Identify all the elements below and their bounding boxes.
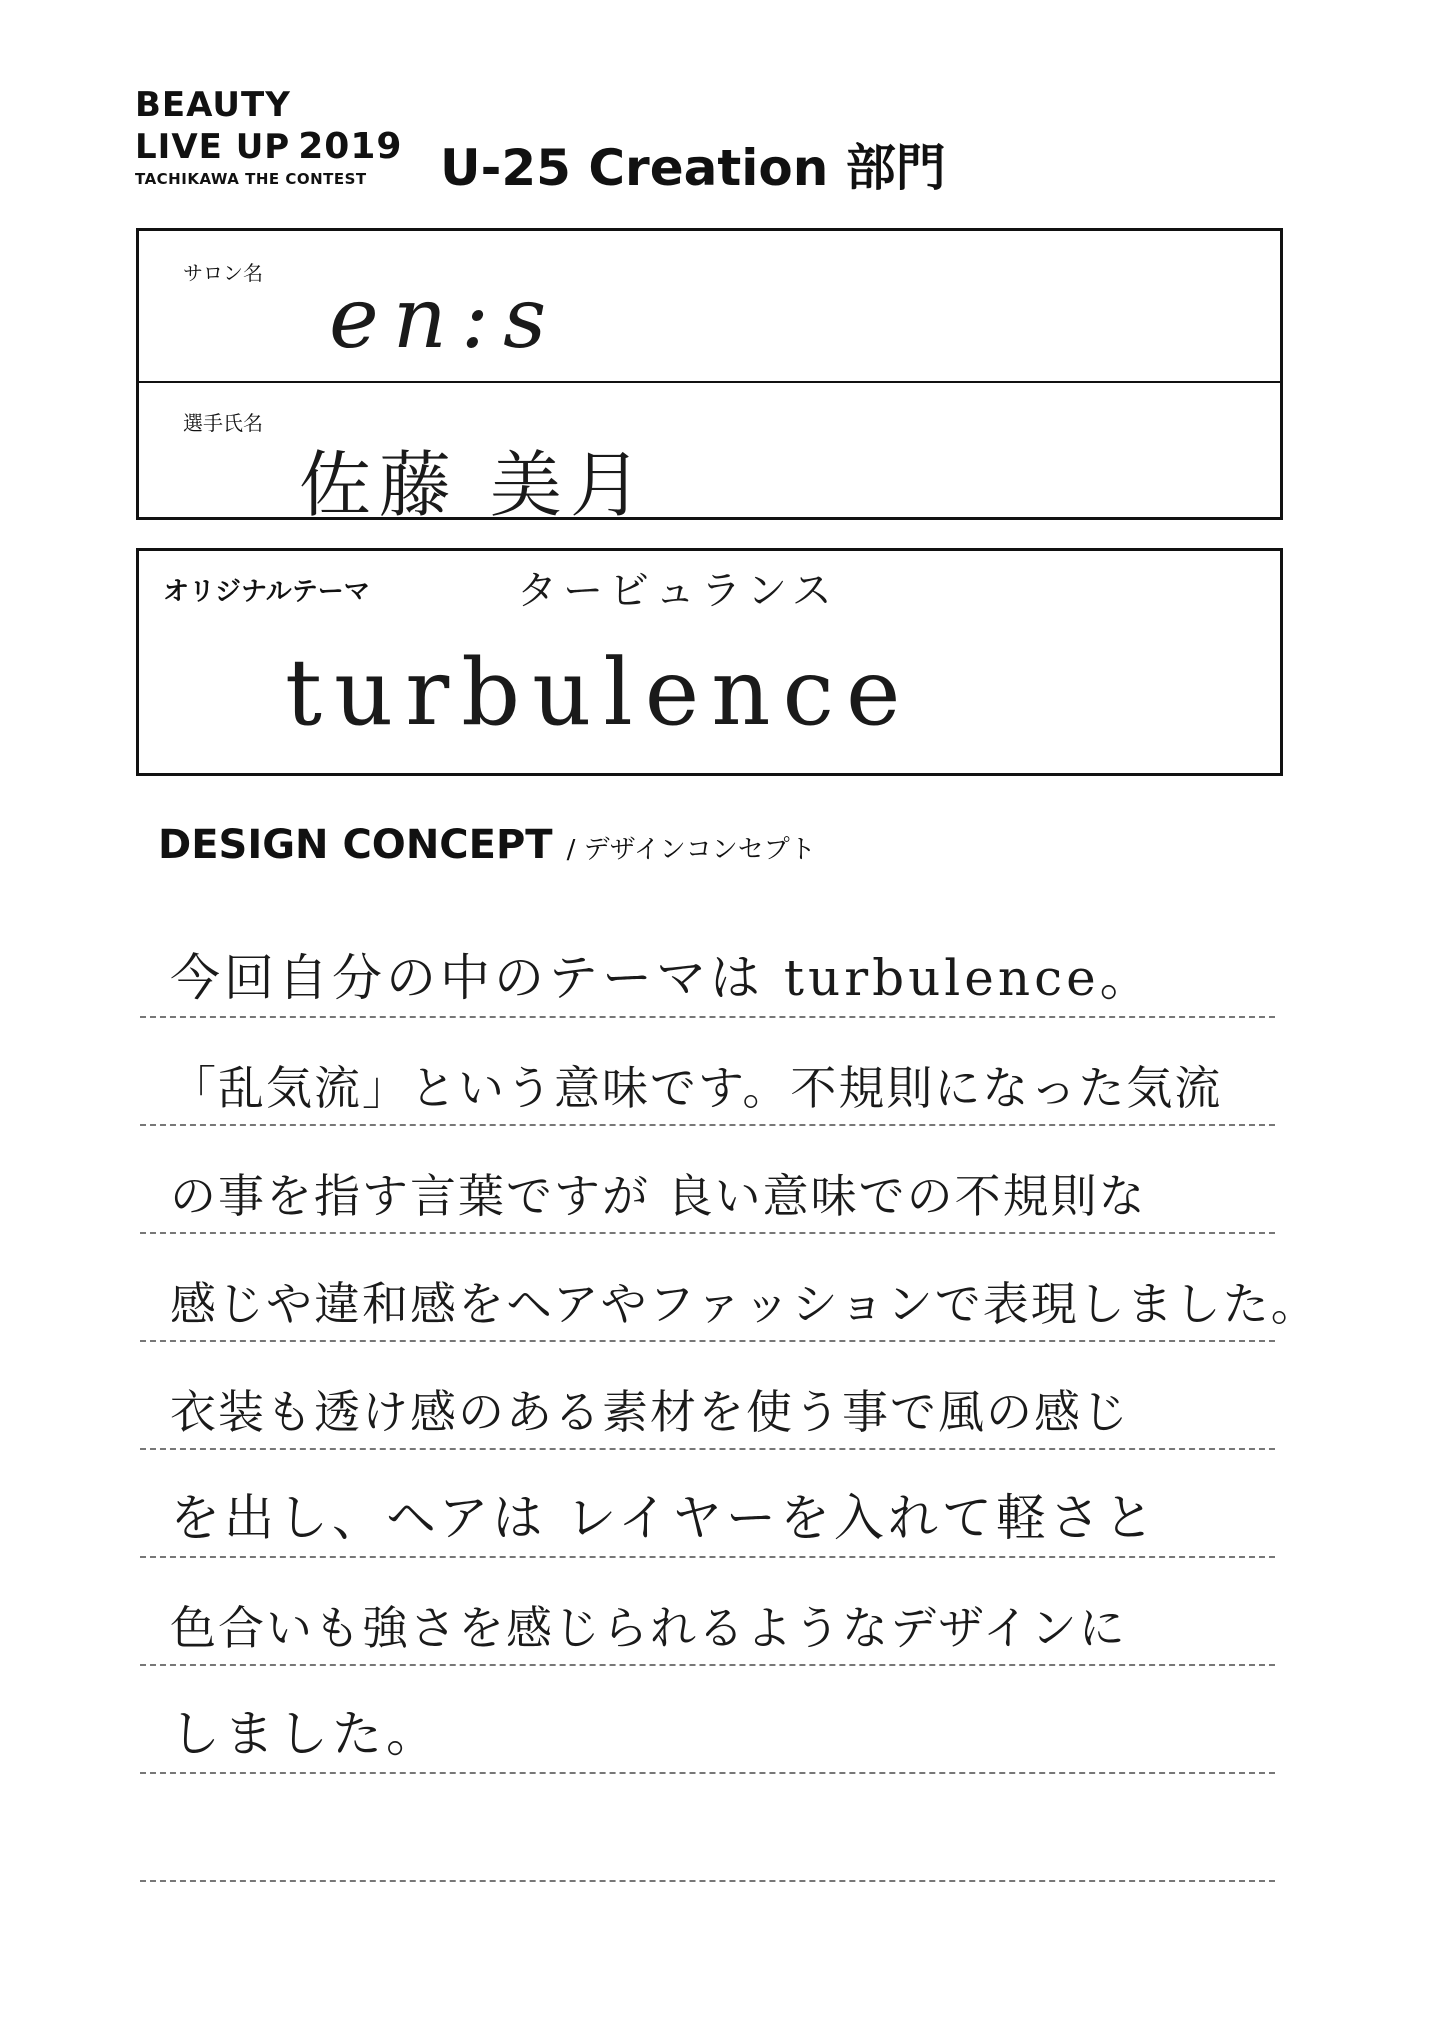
player-name-value: 佐藤 美月 <box>299 443 650 527</box>
logo-liveup-text: LIVE UP <box>135 127 291 167</box>
concept-line-text: 感じや違和感をヘアやファッションで表現しました。 <box>170 1277 1319 1331</box>
design-concept-heading-en: DESIGN CONCEPT <box>158 822 553 868</box>
concept-line <box>140 1450 1275 1558</box>
concept-line-text: しました。 <box>170 1705 440 1763</box>
logo-year: 2019 <box>298 126 403 167</box>
concept-line <box>140 1018 1275 1126</box>
logo-line-liveup <box>135 126 402 168</box>
concept-line <box>140 1342 1275 1450</box>
concept-line <box>140 910 1275 1018</box>
contest-logo <box>135 84 402 188</box>
salon-name-value: en:s <box>329 269 561 367</box>
concept-line <box>140 1666 1275 1774</box>
division-title: U-25 Creation 部門 <box>440 139 946 197</box>
concept-line-text: 「乱気流」という意味です。不規則になった気流 <box>170 1061 1223 1115</box>
design-concept-heading <box>158 822 816 868</box>
concept-line <box>140 1774 1275 1882</box>
concept-line-text: 衣装も透け感のある素材を使う事で風の感じ <box>170 1385 1130 1439</box>
concept-line <box>140 1234 1319 1342</box>
concept-line-text: 色合いも強さを感じられるようなデザインに <box>170 1601 1127 1655</box>
concept-line <box>140 1558 1275 1666</box>
concept-lines <box>140 910 1319 1882</box>
salon-name-label: サロン名 <box>183 261 263 285</box>
concept-line-text: 今回自分の中のテーマは turbulence。 <box>170 949 1154 1007</box>
theme-label: オリジナルテーマ <box>163 577 370 607</box>
theme-value: turbulence <box>285 639 913 746</box>
logo-subtitle: TACHIKAWA THE CONTEST <box>135 170 367 188</box>
logo-line-beauty: BEAUTY <box>135 85 291 125</box>
player-name-label: 選手氏名 <box>183 411 263 435</box>
entry-info-box <box>136 228 1283 527</box>
concept-line-text: を出し、ヘアは レイヤーを入れて軽さと <box>170 1489 1158 1547</box>
theme-box <box>136 548 1283 776</box>
theme-reading: タービュランス <box>517 568 838 614</box>
concept-line <box>140 1126 1275 1234</box>
design-concept-heading-jp: / デザインコンセプト <box>566 835 816 865</box>
entry-divider <box>139 381 1280 383</box>
concept-line-text: の事を指す言葉ですが 良い意味での不規則な <box>170 1169 1147 1223</box>
